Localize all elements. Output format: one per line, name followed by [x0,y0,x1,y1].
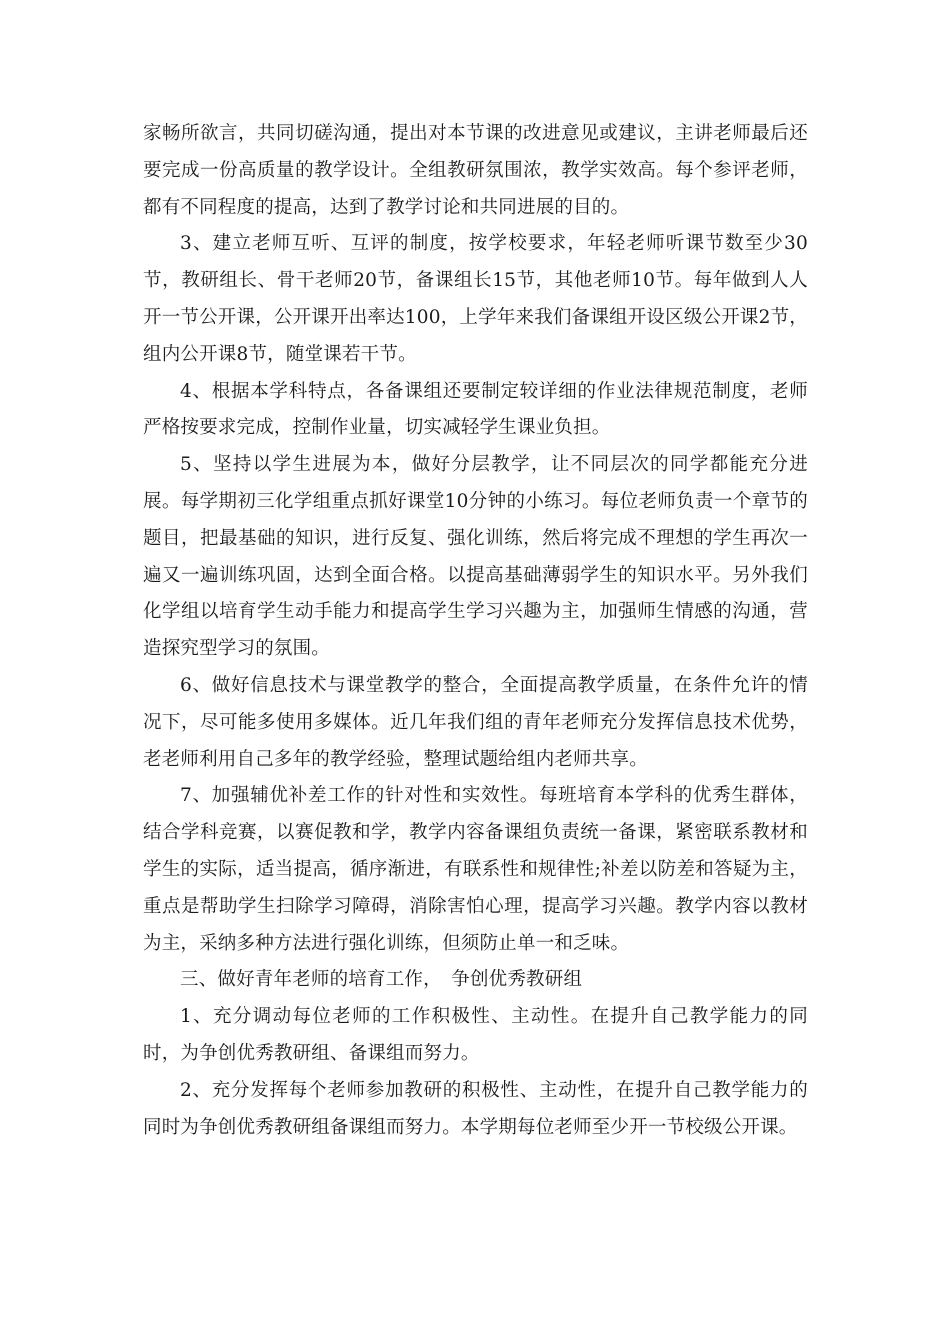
paragraph-item-5: 5、坚持以学生进展为本，做好分层教学，让不同层次的同学都能充分进展。每学期初三化学组重点抓好课堂10分钟的小练习。每位老师负责一个章节的题目，把最基础的知识，进行反复、强化训练，然后将完成不理想的学生再次一遍又一遍训练巩固，达到全面合格。以提高基础薄弱学生的知识水平。另外我们化学组以培育学生动手能力和提高学生学习兴趣为主，加强师生情感的沟通，营造探究型学习的氛围。 [143,454,808,660]
document-body [143,116,808,1146]
paragraph-continuation: 家畅所欲言，共同切磋沟通，提出对本节课的改进意见或建议，主讲老师最后还要完成一份高质量的教学设计。全组教研氛围浓，教学实效高。每个参评老师，都有不同程度的提高，达到了教学讨论和共同进展的目的。 [143,123,808,218]
section-heading-3: 三、做好青年老师的培育工作， 争创优秀教研组 [180,969,583,991]
paragraph-section3-item-1: 1、充分调动每位老师的工作积极性、主动性。在提升自己教学能力的同时，为争创优秀教研组、备课组而努力。 [143,1006,808,1064]
paragraph-section3-item-2: 2、充分发挥每个老师参加教研的积极性、主动性，在提升自己教学能力的同时为争创优秀教研组备课组而努力。本学期每位老师至少开一节校级公开课。 [143,1079,808,1138]
paragraph-item-7: 7、加强辅优补差工作的针对性和实效性。每班培育本学科的优秀生群体，结合学科竞赛，以赛促教和学，教学内容备课组负责统一备课，紧密联系教材和学生的实际，适当提高，循序渐进，有联系性和规律性;补差以防差和答疑为主，重点是帮助学生扫除学习障碍，消除害怕心理，提高学习兴趣。教学内容以教材为主，采纳多种方法进行强化训练，但须防止单一和乏味。 [143,785,808,954]
paragraph-item-4: 4、根据本学科特点，各备课组还要制定较详细的作业法律规范制度，老师严格按要求完成，控制作业量，切实减轻学生课业负担。 [143,380,808,439]
paragraph-item-3: 3、建立老师互听、互评的制度，按学校要求，年轻老师听课节数至少30节，教研组长、骨干老师20节，备课组长15节，其他老师10节。每年做到人人开一节公开课，公开课开出率达100，上学年来我们备课组开设区级公开课2节，组内公开课8节，随堂课若干节。 [143,233,808,365]
paragraph-item-6: 6、做好信息技术与课堂教学的整合，全面提高教学质量，在条件允许的情况下，尽可能多使用多媒体。近几年我们组的青年老师充分发挥信息技术优势，老老师利用自己多年的教学经验，整理试题给组内老师共享。 [143,674,808,770]
